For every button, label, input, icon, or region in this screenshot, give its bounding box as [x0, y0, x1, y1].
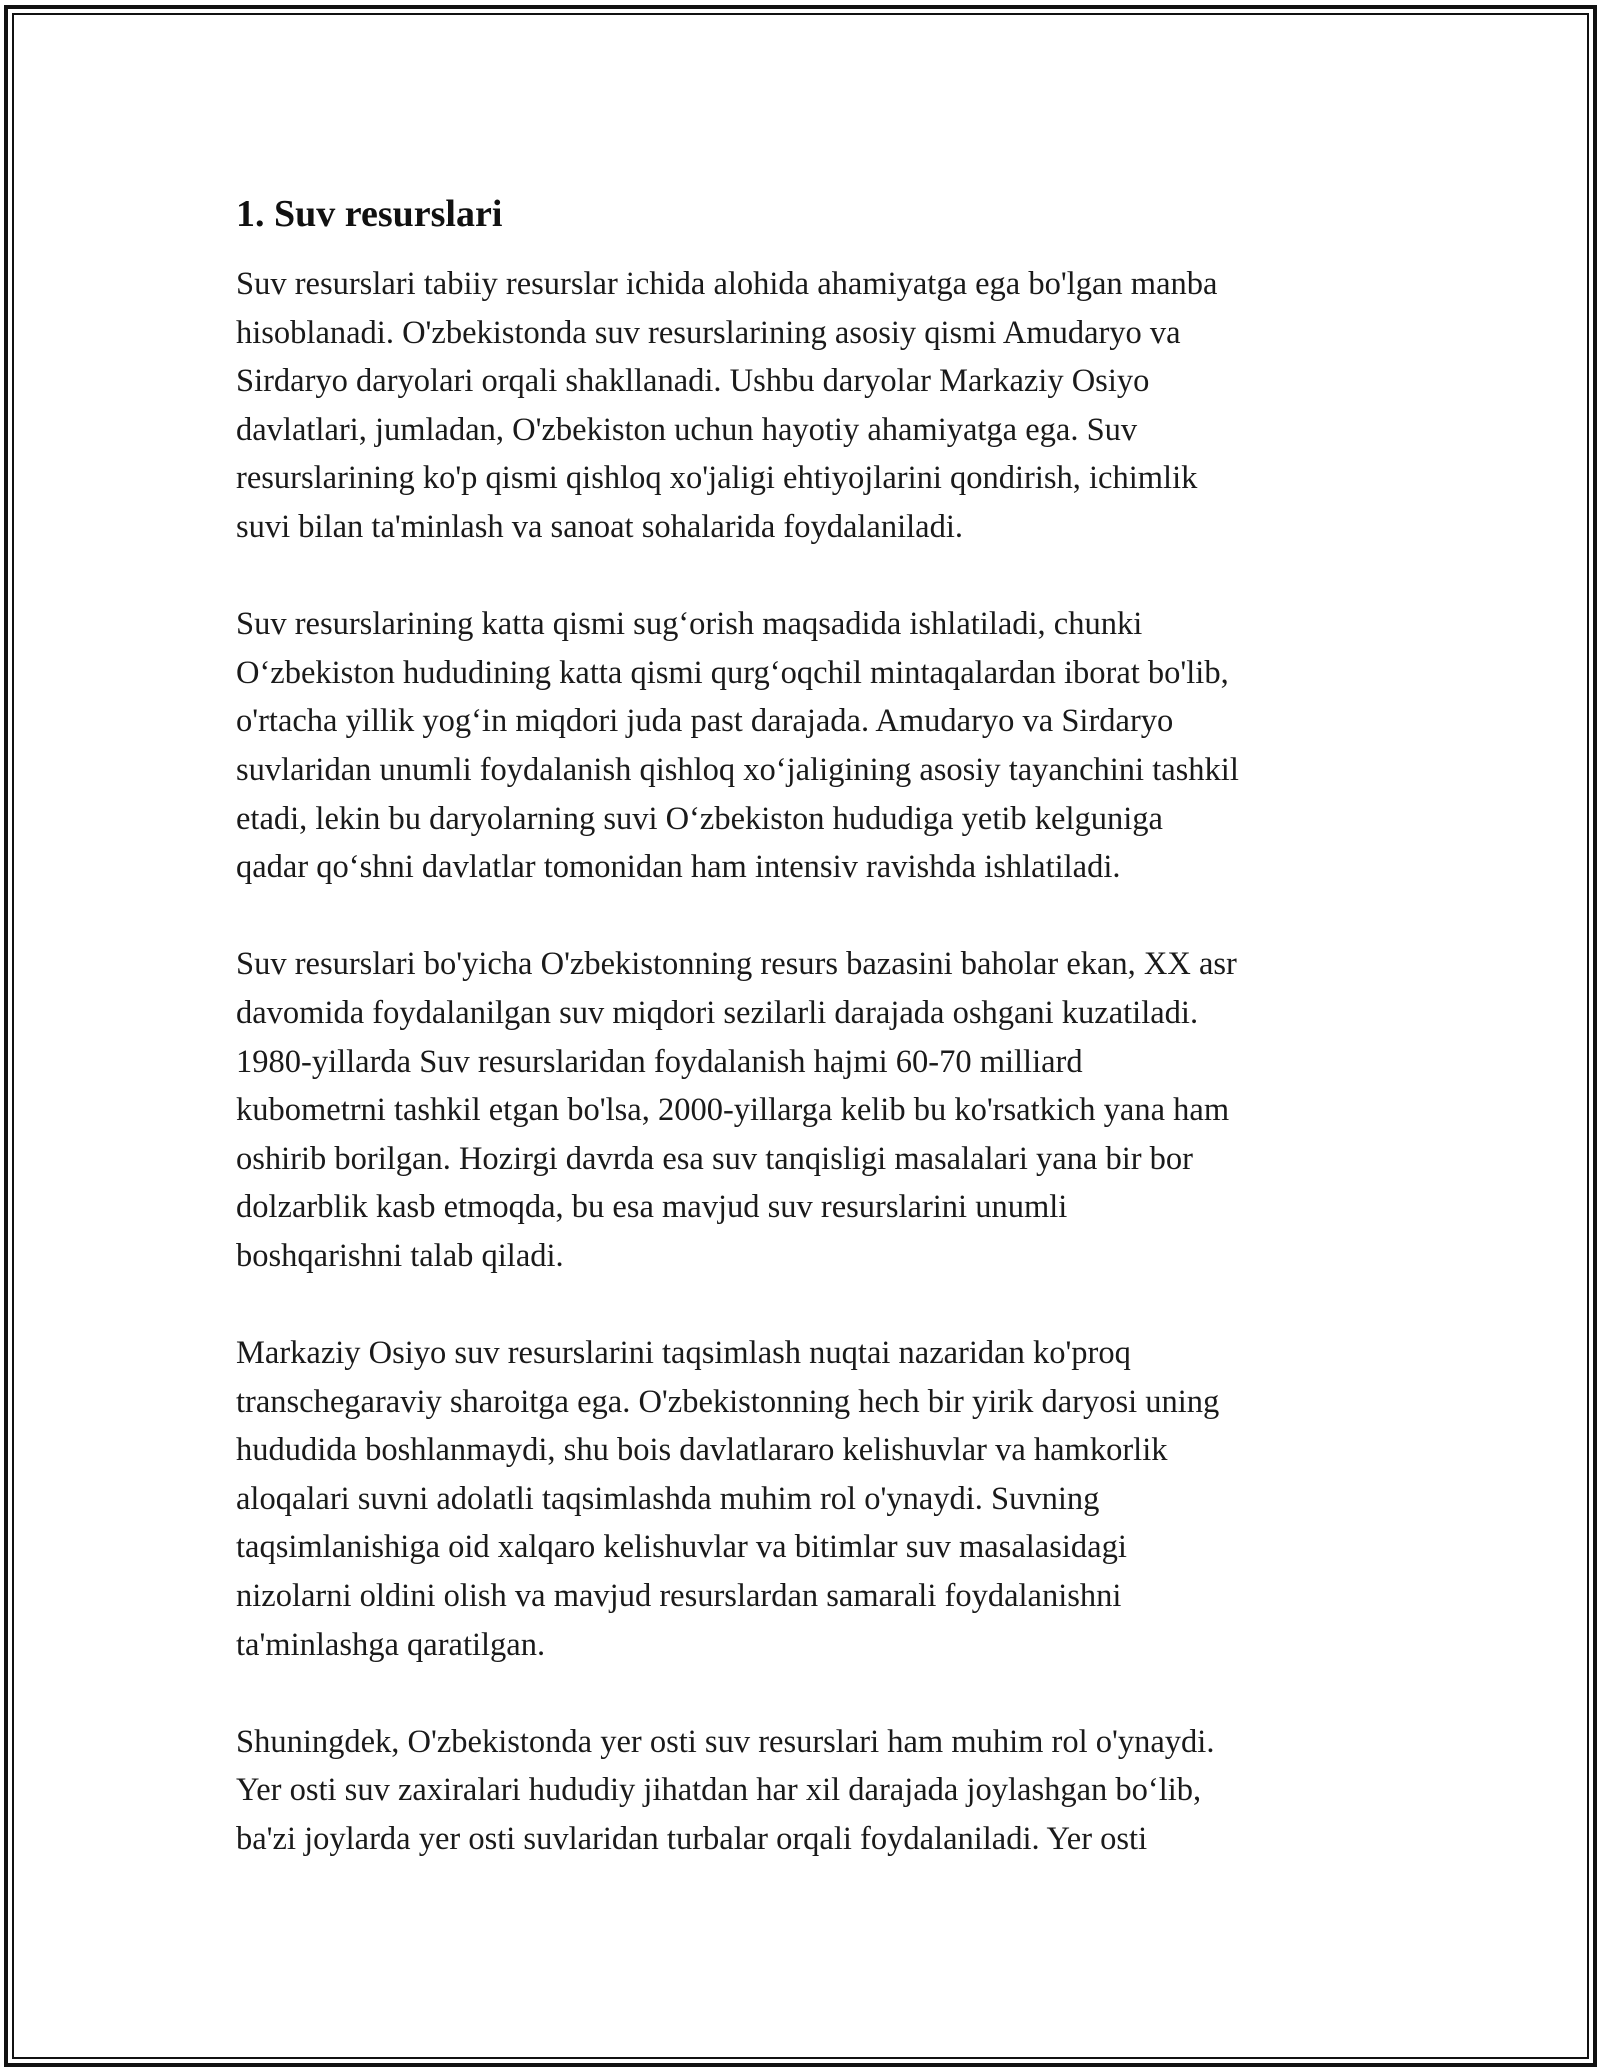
paragraph-line: hududida boshlanmaydi, shu bois davlatlararo kelishuvlar va hamkorlik — [236, 1432, 1168, 1469]
section-heading: 1. Suv resurslari — [236, 193, 503, 235]
paragraph — [236, 260, 1396, 552]
paragraph-line: hisoblanadi. O'zbekistonda suv resurslarining asosiy qismi Amudaryo va — [236, 314, 1181, 351]
paragraph-list — [236, 260, 1396, 1864]
paragraph — [236, 940, 1396, 1280]
paragraph-line: suvi bilan ta'minlash va sanoat sohalarida foydalaniladi. — [236, 508, 963, 545]
paragraph-line: Sirdaryo daryolari orqali shakllanadi. Ushbu daryolar Markaziy Osiyo — [236, 363, 1150, 400]
paragraph-line: resurslarining ko'p qismi qishloq xo'jaligi ehtiyojlarini qondirish, ichimlik — [236, 460, 1198, 497]
paragraph-line: Yer osti suv zaxiralari hududiy jihatdan har xil darajada joylashgan bo‘lib, — [236, 1772, 1202, 1809]
paragraph-line: nizolarni oldini olish va mavjud resurslardan samarali foydalanishni — [236, 1578, 1122, 1615]
document-body — [236, 188, 1396, 1912]
paragraph-line: Suv resurslari tabiiy resurslar ichida alohida ahamiyatga ega bo'lgan manba — [236, 266, 1218, 302]
paragraph-line: 1980-yillarda Suv resurslaridan foydalanish hajmi 60-70 milliard — [236, 1043, 1083, 1080]
paragraph-line: dolzarblik kasb etmoqda, bu esa mavjud suv resurslarini unumli — [236, 1189, 1068, 1226]
paragraph-line: Shuningdek, O'zbekistonda yer osti suv resurslari ham muhim rol o'ynaydi. — [236, 1723, 1215, 1760]
paragraph-line: taqsimlanishiga oid xalqaro kelishuvlar va bitimlar suv masalasidagi — [236, 1529, 1127, 1566]
paragraph — [236, 1718, 1396, 1864]
paragraph-line: suvlaridan unumli foydalanish qishloq xo‘jaligining asosiy tayanchini tashkil — [236, 751, 1239, 788]
paragraph-line: ta'minlashga qaratilgan. — [236, 1626, 546, 1663]
paragraph-line: Suv resurslari bo'yicha O'zbekistonning resurs bazasini baholar ekan, XX asr — [236, 946, 1237, 983]
paragraph-line: o'rtacha yillik yog‘in miqdori juda past darajada. Amudaryo va Sirdaryo — [236, 703, 1174, 740]
paragraph — [236, 600, 1396, 892]
paragraph-line: boshqarishni talab qiladi. — [236, 1237, 564, 1274]
paragraph-line: qadar qo‘shni davlatlar tomonidan ham intensiv ravishda ishlatiladi. — [236, 849, 1121, 886]
paragraph-line: transchegaraviy sharoitga ega. O'zbekistonning hech bir yirik daryosi uning — [236, 1383, 1220, 1420]
paragraph-line: etadi, lekin bu daryolarning suvi O‘zbekiston hududiga yetib kelguniga — [236, 800, 1163, 837]
paragraph-line: davlatlari, jumladan, O'zbekiston uchun hayotiy ahamiyatga ega. Suv — [236, 411, 1138, 448]
paragraph-line: aloqalari suvni adolatli taqsimlashda muhim rol o'ynaydi. Suvning — [236, 1480, 1100, 1517]
paragraph-line: ba'zi joylarda yer osti suvlaridan turbalar orqali foydalaniladi. Yer osti — [236, 1821, 1148, 1857]
paragraph-line: Markaziy Osiyo suv resurslarini taqsimlash nuqtai nazaridan ko'proq — [236, 1335, 1131, 1372]
paragraph-line: oshirib borilgan. Hozirgi davrda esa suv tanqisligi masalalari yana bir bor — [236, 1140, 1194, 1177]
paragraph-line: kubometrni tashkil etgan bo'lsa, 2000-yillarga kelib bu ko'rsatkich yana ham — [236, 1092, 1230, 1129]
paragraph-line: O‘zbekiston hududining katta qismi qurg‘oqchil mintaqalardan iborat bo'lib, — [236, 654, 1229, 691]
paragraph-line: Suv resurslarining katta qismi sug‘orish maqsadida ishlatiladi, chunki — [236, 606, 1143, 643]
paragraph-line: davomida foydalanilgan suv miqdori sezilarli darajada oshgani kuzatiladi. — [236, 994, 1199, 1031]
paragraph — [236, 1329, 1396, 1669]
